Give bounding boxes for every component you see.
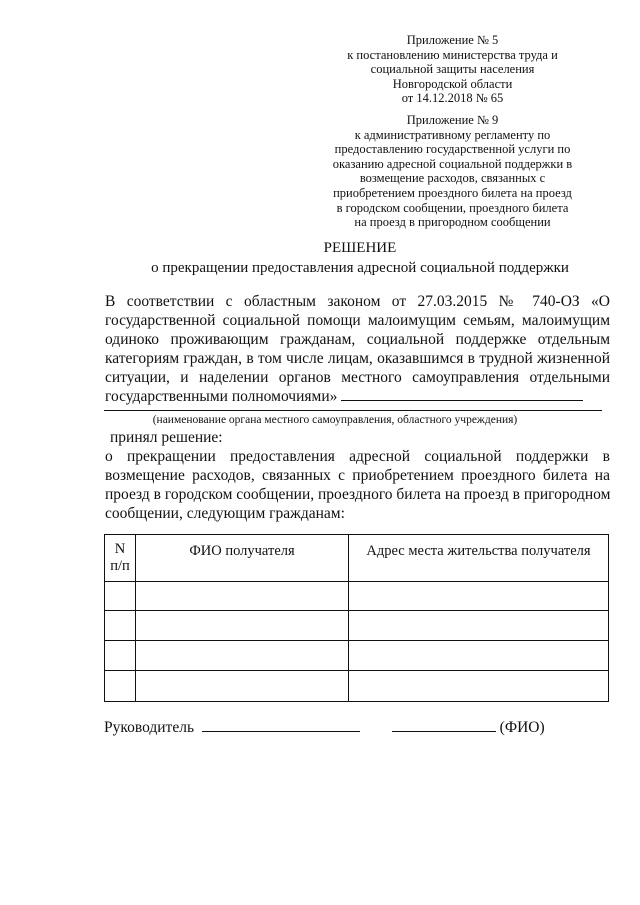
table-row: [105, 671, 609, 702]
annex-9-line: в городском сообщении, проездного билета: [336, 200, 569, 215]
table-cell[interactable]: [349, 671, 609, 702]
annex-5-block: [300, 33, 605, 106]
signature-block: [104, 718, 545, 737]
annex-9-line: на проезд в пригородном сообщении: [354, 215, 551, 230]
annex-9-block: [300, 113, 605, 230]
authority-underline[interactable]: [104, 410, 602, 411]
preamble-last-line: [105, 387, 610, 406]
signature-fio-label: (ФИО): [499, 719, 545, 736]
preamble-line: государственной социальной помощи малоимущим семьям, малоимущим: [105, 312, 610, 329]
table-cell[interactable]: [136, 641, 349, 671]
table-cell[interactable]: [349, 641, 609, 671]
preamble-line: ситуации, и наделении органов местного самоуправления отдельными: [105, 369, 610, 386]
recipients-table: [104, 534, 609, 702]
annex-5-line: Новгородской области: [392, 76, 513, 91]
annex-9-line: возмещение расходов, связанных с: [359, 171, 546, 186]
fio-line[interactable]: [392, 718, 496, 732]
annex-5-line: социальной защиты населения: [370, 62, 535, 77]
preamble-line: категориям граждан, в том числе лицам, оказавшимся в трудной жизненной: [105, 350, 610, 367]
table-row: [105, 641, 609, 671]
table-cell[interactable]: [349, 582, 609, 611]
preamble-line: В соответствии с областным законом от 27.03.2015 № 740-ОЗ «О: [105, 293, 610, 310]
annex-9-line: приобретением проездного билета на проезд: [333, 185, 572, 200]
decision-intro: принял решение:: [110, 429, 223, 446]
signature-head-label: Руководитель: [104, 719, 195, 736]
decision-line: возмещение расходов, связанных с приобретением проездного билета на: [105, 467, 610, 484]
decision-paragraph: [105, 447, 610, 523]
decision-line: проезд в городском сообщении, проездного билета на проезд в пригородном: [105, 486, 611, 503]
annex-5-line: Приложение № 5: [406, 33, 499, 47]
table-cell[interactable]: [136, 582, 349, 611]
table-cell[interactable]: [105, 671, 136, 702]
table-cell[interactable]: [136, 611, 349, 641]
authority-caption: (наименование органа местного самоуправления, областного учреждения): [152, 414, 518, 426]
header-fio: ФИО получателя: [136, 535, 349, 582]
header-number-line1: N: [114, 541, 126, 557]
preamble-line: одиноко проживающим гражданам, социальной поддержке отдельным: [105, 331, 610, 348]
annex-9-line: к административному регламенту по: [354, 127, 551, 142]
annex-5-line: от 14.12.2018 № 65: [401, 91, 504, 106]
annex-5-line: к постановлению министерства труда и: [347, 47, 558, 62]
annex-9-line: оказанию адресной социальной поддержки в: [332, 156, 573, 171]
table-cell[interactable]: [105, 582, 136, 611]
table-cell[interactable]: [349, 611, 609, 641]
document-subtitle: о прекращении предоставления адресной социальной поддержки: [151, 260, 569, 276]
annex-9-line: Приложение № 9: [406, 113, 499, 127]
table-cell[interactable]: [105, 641, 136, 671]
preamble-paragraph: [105, 292, 610, 406]
header-number-line2: п/п: [110, 558, 130, 574]
decision-last-line: сообщении, следующим гражданам:: [105, 505, 345, 522]
annex-9-line: предоставлению государственной услуги по: [334, 142, 571, 157]
signature-line[interactable]: [202, 718, 360, 732]
document-title: РЕШЕНИЕ: [323, 240, 397, 256]
table-cell[interactable]: [136, 671, 349, 702]
authority-fill-line[interactable]: [341, 387, 583, 401]
table-row: [105, 611, 609, 641]
table-row: [105, 582, 609, 611]
table-header-row: [105, 535, 609, 582]
table-cell[interactable]: [105, 611, 136, 641]
header-number: [105, 535, 136, 582]
preamble-last-text: государственными полномочиями»: [105, 388, 338, 405]
decision-line: о прекращении предоставления адресной социальной поддержки в: [105, 448, 610, 465]
header-address: Адрес места жительства получателя: [349, 535, 609, 582]
